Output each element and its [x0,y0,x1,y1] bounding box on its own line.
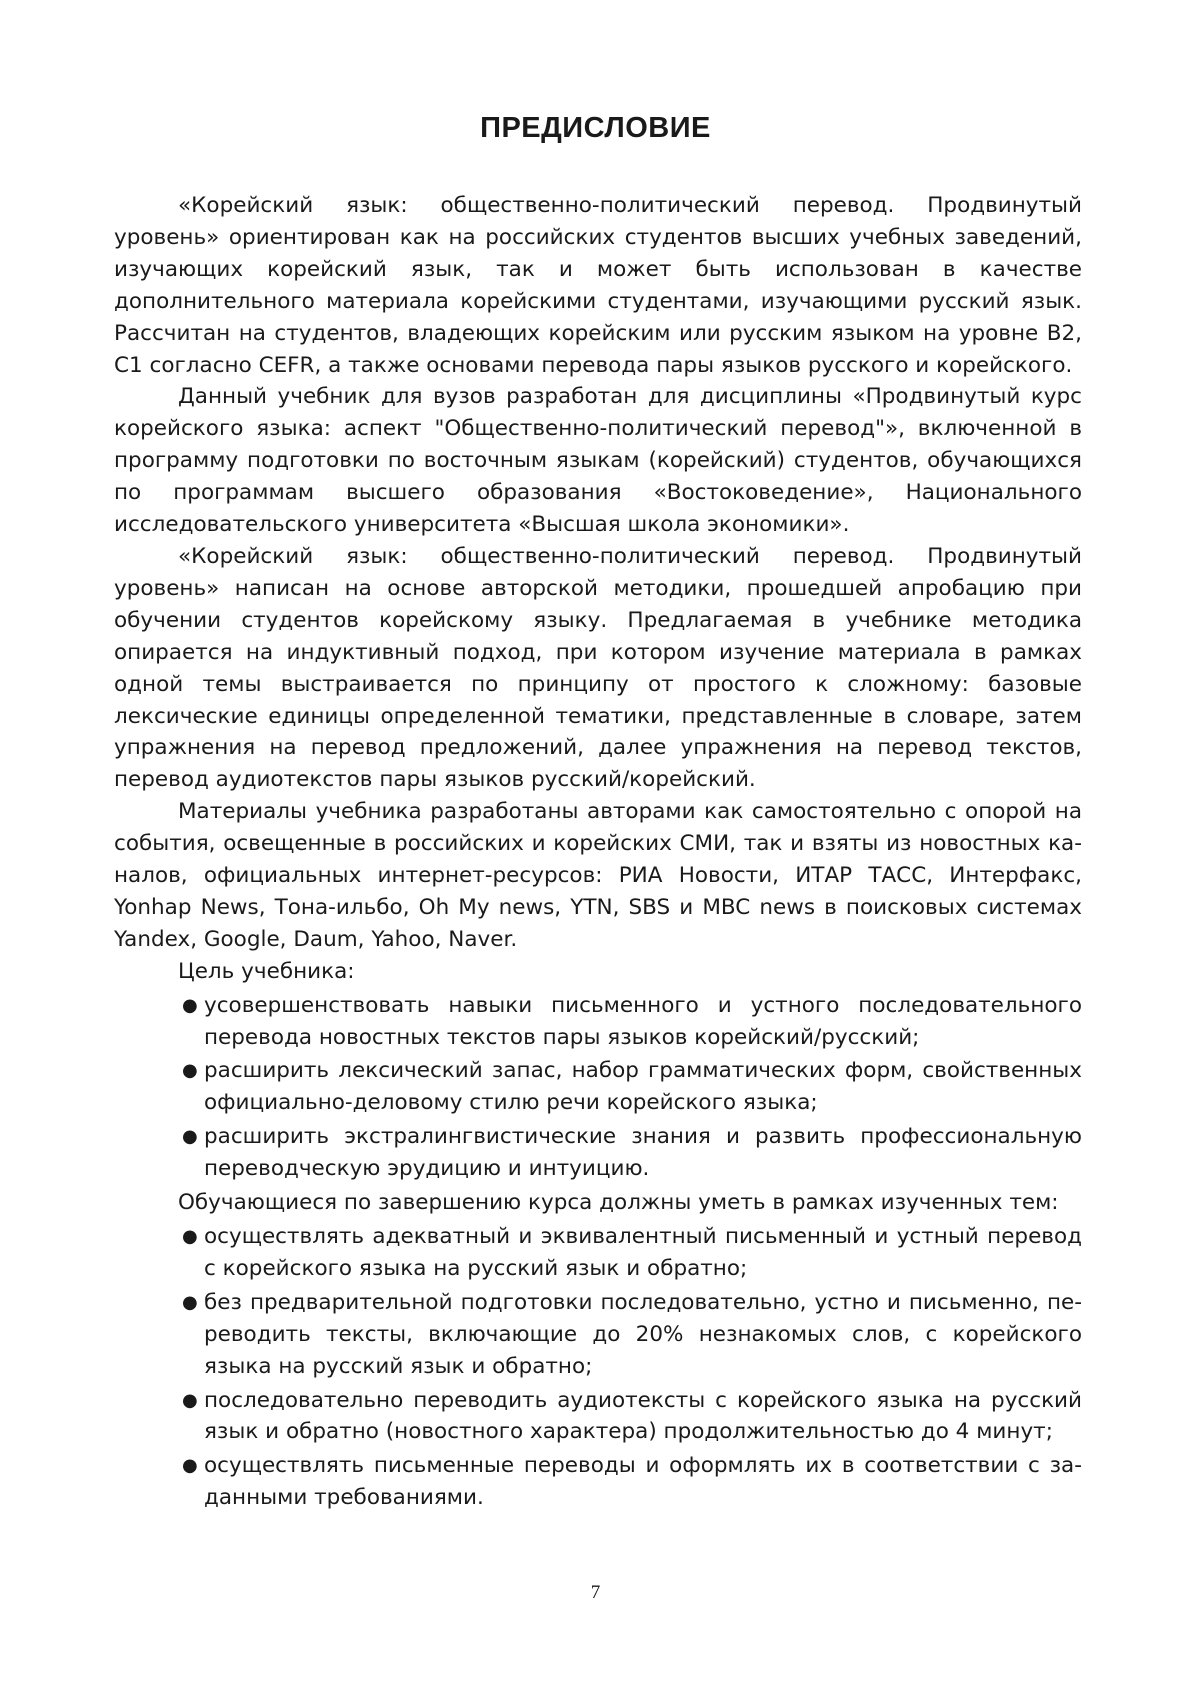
page-title: ПРЕДИСЛОВИЕ [480,112,711,144]
goals-list [114,990,1082,1185]
paragraph-sources: Материалы учебника разработаны авторами как самостоятельно с опорой на события, освещенные в российских и корейских СМИ, так и взяты из новостных каналов, официальных интернет-ресурсов: РИА Новости, ИТАР ТАСС, Интерфакс, Yonhap News, Тона-ильбо, Oh My news, YTN, SBS и MBC news в поисковых системах Yandex, Google, Daum, Yahoo, Naver. [114,799,1082,952]
list-item-text: осуществлять адекватный и эквивалентный письменный и устный перевод с корейского языка на русский язык и обратно; [204,1224,1082,1281]
list-item-text: без предварительной подготовки последовательно, устно и письменно, переводить тексты, включающие до 20% незнакомых слов, с корейского языка на русский язык и обратно; [204,1289,1082,1379]
bullet-icon: ● [182,1060,198,1082]
paragraph-methodology: «Корейский язык: общественно-политический перевод. Продвинутый уровень» написан на основе авторской методики, прошедшей апробацию при обучении студентов корейскому языку. Предлагаемая в учебнике методика опирается на индуктивный подход, при котором изучение материала в рамках одной темы выстраивается по принципу от простого к сложному: базовые лексические единицы определенной тематики, представленные в словаре, затем упражнения на перевод предложений, далее упражнения на перевод текстов, перевод аудиотекстов пары языков русский/корейский. [114,543,1082,793]
list-item [114,1287,1082,1383]
list-item [114,1055,1082,1119]
list-item-text: усовершенствовать навыки письменного и устного последовательного перевода новостных текстов пары языков корейский/русский; [204,992,1082,1050]
bullet-icon: ● [182,1455,198,1477]
paragraph-discipline: Данный учебник для вузов разработан для дисциплины «Продвинутый курс корейского языка: аспект "Общественно-политический перевод"», включенной в программу подготовки по восточным языкам (корейский) студентов, обучающихся по программам высшего образования «Востоковедение», Национального исследовательского университета «Высшая школа экономики». [114,384,1082,538]
list-item [114,1385,1082,1449]
preface-body [114,190,1082,1516]
bullet-icon: ● [182,1226,198,1247]
list-item-text: расширить лексический запас, набор грамматических форм, свойственных официально-деловому стилю речи корейского языка; [204,1058,1082,1116]
bullet-icon: ● [182,1291,198,1313]
list-item-text: последовательно переводить аудиотексты с корейского языка на русский язык и обратно (новостного характера) продолжительностью до 4 минут; [204,1387,1082,1445]
list-item [114,1450,1082,1514]
skills-heading: Обучающиеся по завершению курса должны уметь в рамках изученных тем: [178,1190,1059,1216]
bullet-icon: ● [182,1126,198,1148]
bullet-icon: ● [182,994,198,1016]
goals-heading: Цель учебника: [178,958,355,984]
page-number: 7 [590,1582,601,1603]
bullet-icon: ● [182,1389,198,1411]
list-item-text: осуществлять письменные переводы и оформлять их в соответствии с заданными требованиями. [204,1453,1082,1511]
paragraph-intro: «Корейский язык: общественно-политический перевод. Продвинутый уровень» ориентирован как на российских студентов высших учебных заведений, изучающих корейский язык, так и может быть использован в качестве дополнительного материала корейскими студентами, изучающими русский язык. Рассчитан на студентов, владеющих корейским или русским языком на уровне B2, C1 согласно CEFR, а также основами перевода пары языков русского и корейского. [114,193,1082,378]
list-item [114,1121,1082,1185]
list-item-text: расширить экстралингвистические знания и развить профессиональную переводческую эрудицию и интуицию. [204,1124,1082,1182]
list-item [114,990,1082,1054]
skills-list [114,1221,1082,1514]
list-item [114,1221,1082,1285]
